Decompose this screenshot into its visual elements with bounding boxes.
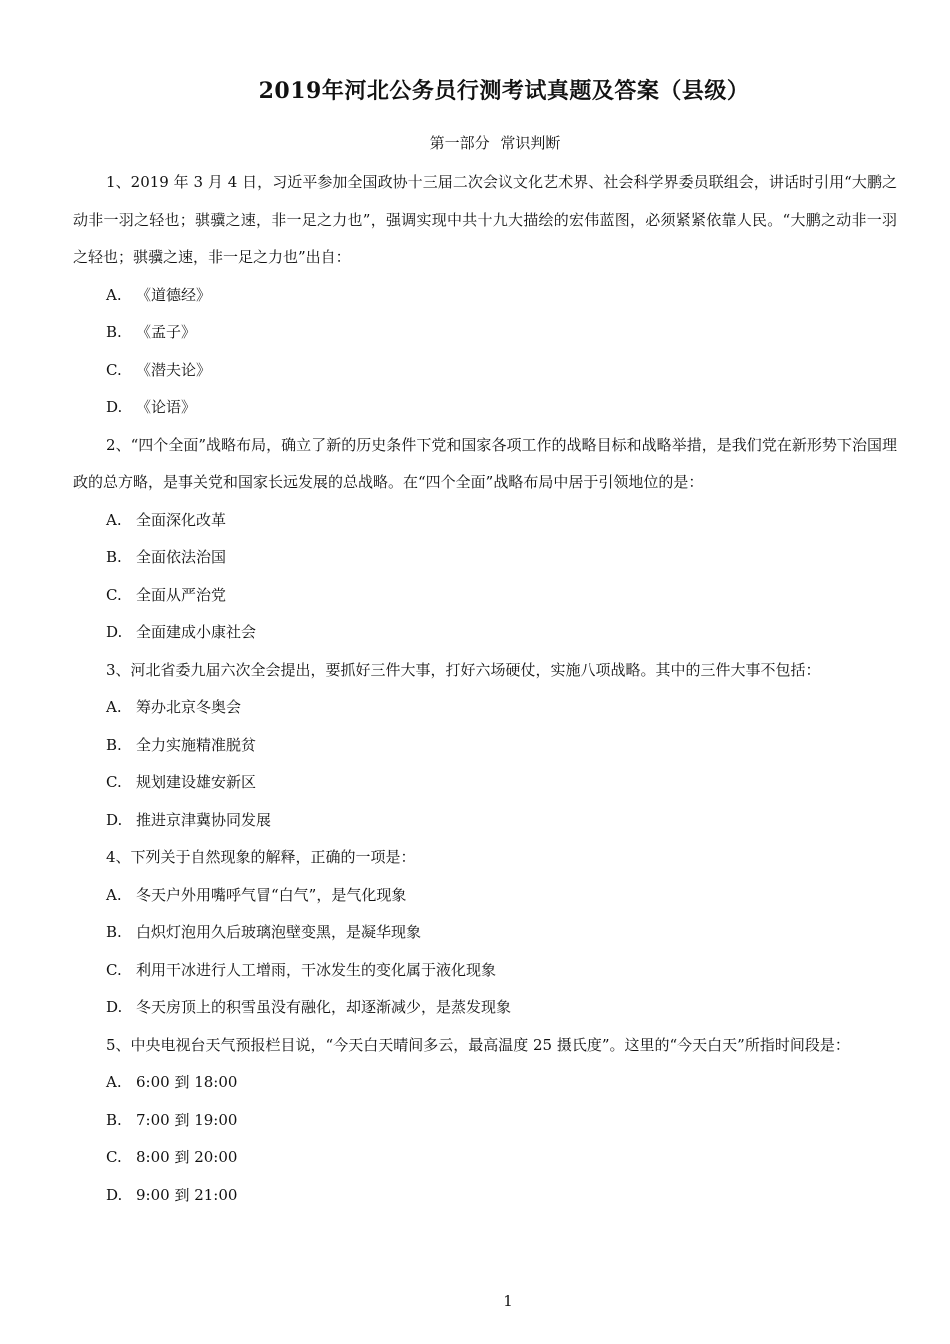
option-letter: A. [106,885,122,904]
option-d [73,802,897,840]
option-text: 全面建成小康社会 [136,623,257,641]
option-letter: D. [106,623,123,641]
option-d [73,1177,897,1215]
option-text: 8:00 到 20:00 [136,1148,238,1166]
option-c [73,952,897,990]
option-c [73,764,897,802]
option-text: 规划建设雄安新区 [136,773,257,791]
option-c [73,1139,897,1177]
option-text: 《论语》 [136,398,197,416]
option-letter: D. [106,810,123,829]
option-c [73,352,897,390]
option-text: 筹办北京冬奥会 [136,698,242,716]
option-c [73,577,897,615]
option-letter: C. [106,360,122,379]
question-1 [73,164,897,427]
option-letter: A. [106,510,122,529]
page-title: 2019年河北公务员行测考试真题及答案（县级） [258,78,750,104]
option-text: 全面从严治党 [136,585,227,604]
option-text: 白炽灯泡用久后玻璃泡壁变黑，是凝华现象 [136,923,422,941]
option-d [73,389,897,427]
question-stem: 5、中央电视台天气预报栏目说，“今天白天晴间多云，最高温度 25 摄氏度”。这里的“今天白天”所指时间段是： [106,1035,850,1054]
question-stem: 1、2019 年 3 月 4 日，习近平参加全国政协十三届二次会议文化艺术界、社会科学界委员联组会，讲话时引用“大鹏之动非一羽之轻也；骐骥之速，非一足之力也”，强调实现中共十九大描绘的宏伟蓝图，必须紧紧依靠人民。“大鹏之动非一羽之轻也；骐骥之速，非一足之力也”出自： [73,173,897,266]
question-2 [73,427,897,652]
option-a [73,877,897,915]
question-4 [73,839,897,1027]
option-letter: C. [106,960,122,979]
option-letter: D. [106,998,123,1016]
option-letter: D. [106,1185,123,1204]
question-stem: 4、下列关于自然现象的解释，正确的一项是： [106,848,416,866]
option-letter: B. [106,923,122,941]
option-text: 推进京津冀协同发展 [136,810,272,829]
option-a [73,1064,897,1102]
option-letter: A. [106,698,122,716]
question-stem: 3、河北省委九届六次全会提出，要抓好三件大事，打好六场硬仗，实施八项战略。其中的三件大事不包括： [106,660,821,679]
option-text: 《潜夫论》 [136,360,212,379]
question-5 [73,1027,897,1215]
option-text: 6:00 到 18:00 [136,1073,238,1091]
option-text: 9:00 到 21:00 [136,1185,238,1204]
option-letter: B. [106,735,122,754]
option-text: 全面深化改革 [136,510,227,529]
option-text: 《道德经》 [136,285,212,304]
option-letter: B. [106,1110,122,1129]
option-letter: A. [106,1073,122,1091]
option-letter: B. [106,323,122,341]
page-number: 1 [503,1292,513,1310]
option-b [73,1102,897,1140]
option-text: 冬天房顶上的积雪虽没有融化，却逐渐减少，是蒸发现象 [136,998,512,1016]
option-text: 全面依法治国 [136,548,227,566]
question-list [73,164,897,1214]
option-d [73,614,897,652]
option-text: 7:00 到 19:00 [136,1110,238,1129]
option-text: 冬天户外用嘴呼气冒“白气”，是气化现象 [136,885,407,904]
option-b [73,727,897,765]
option-b [73,314,897,352]
option-text: 《孟子》 [136,323,197,341]
question-3 [73,652,897,840]
option-b [73,914,897,952]
option-letter: A. [106,285,122,304]
option-text: 全力实施精准脱贫 [136,735,257,754]
option-letter: C. [106,773,122,791]
option-letter: B. [106,548,122,566]
option-a [73,502,897,540]
section-heading: 第一部分 常识判断 [429,134,561,152]
question-stem: 2、“四个全面”战略布局，确立了新的历史条件下党和国家各项工作的战略目标和战略举措，是我们党在新形势下治国理政的总方略，是事关党和国家长远发展的总战略。在“四个全面”战略布局中居于引领地位的是： [73,435,897,491]
option-letter: D. [106,398,123,416]
option-letter: C. [106,585,122,604]
option-letter: C. [106,1148,122,1166]
option-b [73,539,897,577]
option-text: 利用干冰进行人工增雨，干冰发生的变化属于液化现象 [136,960,497,979]
option-a [73,689,897,727]
option-a [73,277,897,315]
option-d [73,989,897,1027]
